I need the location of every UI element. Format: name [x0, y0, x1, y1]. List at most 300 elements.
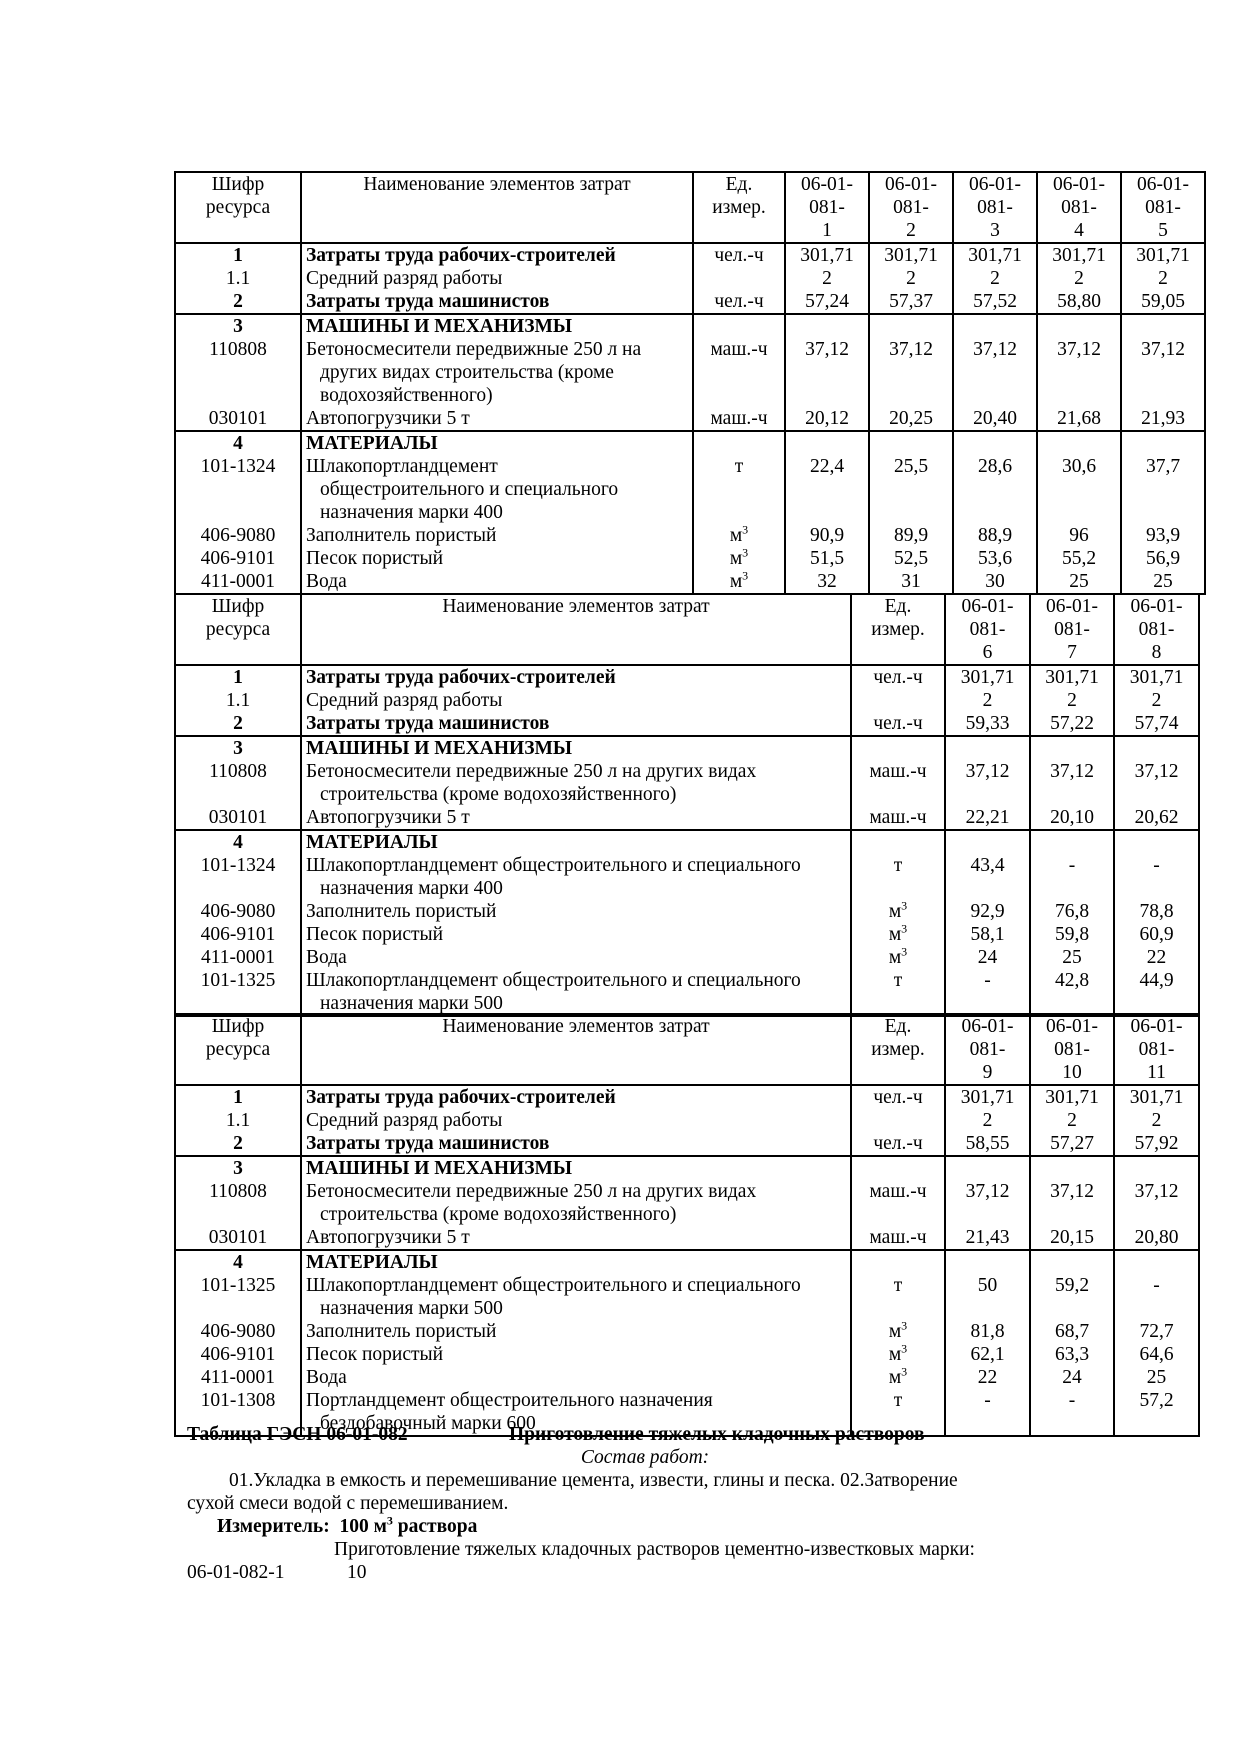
table-row — [175, 830, 1199, 854]
header-col-1: 06-01-081- 6 — [945, 594, 1030, 665]
value-cell — [869, 431, 953, 455]
row-group — [175, 1156, 1199, 1250]
header-name: Наименование элементов затрат — [301, 172, 693, 243]
row-group — [175, 736, 1199, 830]
table-row — [175, 1156, 1199, 1180]
unit-cell — [851, 969, 945, 1016]
table-row — [175, 407, 1205, 431]
row-group — [175, 243, 1205, 314]
resource-table-3 — [174, 1013, 1200, 1437]
table-row — [175, 1085, 1199, 1109]
resource-name-line: строительства (кроме водохозяйственного) — [320, 1204, 677, 1225]
resource-name-line: водохозяйственного) — [320, 385, 493, 406]
value-cell: 59,33 — [945, 712, 1030, 736]
resource-name — [301, 1156, 851, 1180]
value-cell: 50 — [945, 1274, 1030, 1320]
unit-text: т — [893, 970, 903, 991]
value-cell: 57,52 — [953, 290, 1037, 314]
unit-sup: 3 — [742, 545, 749, 560]
value-cell: 58,55 — [945, 1132, 1030, 1156]
unit-text: чел.-ч — [714, 291, 764, 312]
value-cell — [1037, 314, 1121, 338]
resource-code: 3 — [175, 736, 301, 760]
header-code: Шифр ресурса — [175, 172, 301, 243]
unit-cell — [851, 712, 945, 736]
table-row — [175, 243, 1205, 267]
value-cell: 52,5 — [869, 547, 953, 570]
value-cell: 31 — [869, 570, 953, 594]
value-cell — [1121, 314, 1205, 338]
value-cell: 42,8 — [1030, 969, 1114, 1016]
table-row — [175, 1274, 1199, 1320]
resource-name-line: Шлакопортландцемент общестроительного и специального — [306, 855, 801, 876]
resource-name-line: Автопогрузчики 5 т — [306, 408, 470, 429]
unit-text: маш.-ч — [869, 1227, 927, 1248]
resource-code: 411-0001 — [175, 946, 301, 969]
table-row — [175, 1320, 1199, 1343]
row-group — [175, 431, 1205, 594]
unit-cell — [851, 946, 945, 969]
value-cell: 62,1 — [945, 1343, 1030, 1366]
resource-code: 110808 — [175, 1180, 301, 1226]
value-cell: 57,27 — [1030, 1132, 1114, 1156]
value-cell: 78,8 — [1114, 900, 1199, 923]
row-group — [175, 1250, 1199, 1436]
header-unit: Ед. измер. — [851, 1014, 945, 1085]
table-row — [175, 267, 1205, 290]
unit-sup: 3 — [901, 921, 908, 936]
resource-name — [301, 243, 693, 267]
value-cell — [1114, 830, 1199, 854]
header-col-4: 06-01-081- 4 — [1037, 172, 1121, 243]
value-cell: 2 — [785, 267, 869, 290]
unit-cell — [851, 689, 945, 712]
header-name: Наименование элементов затрат — [301, 594, 851, 665]
unit-text: м — [729, 571, 743, 592]
unit-text: м — [729, 525, 743, 546]
unit-text: маш.-ч — [710, 408, 768, 429]
norm-code: 06-01-082-1 — [187, 1562, 285, 1583]
value-cell: 37,12 — [1121, 338, 1205, 407]
resource-name-line: назначения марки 500 — [320, 1298, 503, 1319]
unit-cell — [693, 431, 785, 455]
value-cell: 57,37 — [869, 290, 953, 314]
resource-name — [301, 1250, 851, 1274]
value-cell: 301,71 — [1114, 665, 1199, 689]
resource-name — [301, 760, 851, 806]
table-header-row — [175, 172, 1205, 243]
table-row — [175, 547, 1205, 570]
value-cell: 24 — [945, 946, 1030, 969]
value-cell: 2 — [1030, 1109, 1114, 1132]
resource-code: 4 — [175, 1250, 301, 1274]
unit-sup: 3 — [901, 1341, 908, 1356]
table-row — [175, 314, 1205, 338]
value-cell: 57,74 — [1114, 712, 1199, 736]
value-cell: - — [1114, 1274, 1199, 1320]
value-cell: 44,9 — [1114, 969, 1199, 1016]
resource-name — [301, 900, 851, 923]
value-cell: 59,2 — [1030, 1274, 1114, 1320]
value-cell: 57,92 — [1114, 1132, 1199, 1156]
resource-name-line: МАТЕРИАЛЫ — [306, 433, 438, 454]
header-unit: Ед. измер. — [693, 172, 785, 243]
resource-name — [301, 806, 851, 830]
table-row — [175, 806, 1199, 830]
resource-name-line: Средний разряд работы — [306, 268, 503, 289]
header-col-3: 06-01-081- 3 — [953, 172, 1037, 243]
unit-cell — [693, 547, 785, 570]
value-cell: 63,3 — [1030, 1343, 1114, 1366]
table-row — [175, 946, 1199, 969]
resource-name-line: Заполнитель пористый — [306, 1321, 497, 1342]
resource-name-line: Затраты труда машинистов — [306, 1133, 550, 1154]
resource-code: 406-9101 — [175, 547, 301, 570]
value-cell: 37,12 — [945, 760, 1030, 806]
value-cell: 51,5 — [785, 547, 869, 570]
value-cell: 30 — [953, 570, 1037, 594]
unit-cell — [851, 1274, 945, 1320]
works-text-1: 01.Укладка в емкость и перемешивание цемента, извести, глины и песка. 02.Затворение — [229, 1470, 958, 1491]
value-cell: 22,21 — [945, 806, 1030, 830]
resource-name-line: назначения марки 500 — [320, 993, 503, 1014]
value-cell: 68,7 — [1030, 1320, 1114, 1343]
resource-name — [301, 290, 693, 314]
value-cell: 20,10 — [1030, 806, 1114, 830]
value-cell: 22 — [945, 1366, 1030, 1389]
unit-sup: 3 — [901, 1318, 908, 1333]
resource-code: 406-9080 — [175, 524, 301, 547]
unit-text: м — [729, 548, 743, 569]
resource-name-line: МАТЕРИАЛЫ — [306, 832, 438, 853]
row-group — [175, 830, 1199, 1016]
table-row — [175, 760, 1199, 806]
resource-name-line: Заполнитель пористый — [306, 901, 497, 922]
unit-text: т — [893, 1390, 903, 1411]
unit-cell — [851, 854, 945, 900]
unit-cell — [693, 314, 785, 338]
value-cell — [785, 314, 869, 338]
value-cell: 22,4 — [785, 455, 869, 524]
unit-cell — [851, 806, 945, 830]
unit-cell — [693, 407, 785, 431]
value-cell — [945, 1250, 1030, 1274]
resource-code: 4 — [175, 830, 301, 854]
value-cell — [945, 830, 1030, 854]
table-header-row — [175, 1014, 1199, 1085]
value-cell: 20,12 — [785, 407, 869, 431]
value-cell: 72,7 — [1114, 1320, 1199, 1343]
table-row — [175, 1109, 1199, 1132]
value-cell: 37,12 — [869, 338, 953, 407]
table-row — [175, 338, 1205, 407]
resource-code: 110808 — [175, 338, 301, 407]
resource-code: 1.1 — [175, 1109, 301, 1132]
value-cell: 2 — [1114, 689, 1199, 712]
table-row — [175, 1250, 1199, 1274]
resource-name — [301, 1343, 851, 1366]
value-cell: 2 — [1114, 1109, 1199, 1132]
header-col-2: 06-01-081- 7 — [1030, 594, 1114, 665]
resource-code: 101-1324 — [175, 455, 301, 524]
header-col-1: 06-01-081- 1 — [785, 172, 869, 243]
table-row — [175, 689, 1199, 712]
measure-label: Измеритель: — [217, 1516, 330, 1537]
resource-name — [301, 1226, 851, 1250]
resource-code: 1 — [175, 665, 301, 689]
value-cell — [785, 431, 869, 455]
unit-text: т — [734, 456, 744, 477]
unit-text: маш.-ч — [710, 339, 768, 360]
resource-code: 4 — [175, 431, 301, 455]
unit-text: чел.-ч — [873, 667, 923, 688]
resource-name — [301, 1180, 851, 1226]
value-cell: 2 — [1030, 689, 1114, 712]
value-cell — [1030, 1250, 1114, 1274]
unit-text: м — [888, 1344, 902, 1365]
value-cell: - — [1030, 1389, 1114, 1436]
unit-sup: 3 — [742, 568, 749, 583]
value-cell: 59,8 — [1030, 923, 1114, 946]
unit-text: чел.-ч — [873, 1087, 923, 1108]
value-cell: 28,6 — [953, 455, 1037, 524]
value-cell: 93,9 — [1121, 524, 1205, 547]
resource-code: 3 — [175, 1156, 301, 1180]
unit-cell — [851, 1320, 945, 1343]
resource-code: 3 — [175, 314, 301, 338]
resource-name-line: Бетоносмесители передвижные 250 л на других видах — [306, 1181, 757, 1202]
value-cell: 20,62 — [1114, 806, 1199, 830]
header-col-2: 06-01-081- 10 — [1030, 1014, 1114, 1085]
value-cell: 37,12 — [1114, 760, 1199, 806]
unit-cell — [693, 570, 785, 594]
measure-tail: раствора — [392, 1516, 478, 1537]
value-cell: - — [1114, 854, 1199, 900]
value-cell: 20,40 — [953, 407, 1037, 431]
resource-name — [301, 570, 693, 594]
value-cell: 301,71 — [1114, 1085, 1199, 1109]
value-cell — [1037, 431, 1121, 455]
value-cell: 81,8 — [945, 1320, 1030, 1343]
table-header-row — [175, 594, 1199, 665]
resource-code: 1.1 — [175, 689, 301, 712]
header-name: Наименование элементов затрат — [301, 1014, 851, 1085]
value-cell: 301,71 — [1030, 665, 1114, 689]
resource-name — [301, 1132, 851, 1156]
resource-name-line: МАТЕРИАЛЫ — [306, 1252, 438, 1273]
value-cell: 21,68 — [1037, 407, 1121, 431]
unit-cell — [851, 736, 945, 760]
resource-code: 2 — [175, 290, 301, 314]
resource-code: 101-1325 — [175, 1274, 301, 1320]
value-cell: 60,9 — [1114, 923, 1199, 946]
resource-name-line: Песок пористый — [306, 548, 444, 569]
resource-name — [301, 1085, 851, 1109]
unit-cell — [693, 455, 785, 524]
resource-code: 411-0001 — [175, 570, 301, 594]
resource-table-1 — [174, 171, 1206, 595]
measure-sup: 3 — [386, 1513, 393, 1528]
value-cell: 37,12 — [1114, 1180, 1199, 1226]
unit-cell — [851, 1366, 945, 1389]
value-cell: 37,7 — [1121, 455, 1205, 524]
value-cell — [1030, 1156, 1114, 1180]
value-cell — [945, 1156, 1030, 1180]
unit-text: м — [888, 924, 902, 945]
resource-name — [301, 524, 693, 547]
resource-name — [301, 455, 693, 524]
value-cell: 58,80 — [1037, 290, 1121, 314]
resource-name — [301, 338, 693, 407]
works-heading: Состав работ: — [580, 1447, 710, 1468]
unit-text: чел.-ч — [873, 1133, 923, 1154]
table-label: Таблица ГЭСН 06-01-082 — [187, 1424, 408, 1445]
resource-code: 101-1325 — [175, 969, 301, 1016]
header-col-1: 06-01-081- 9 — [945, 1014, 1030, 1085]
value-cell: 25 — [1121, 570, 1205, 594]
resource-name-line: Шлакопортландцемент общестроительного и специального — [306, 970, 801, 991]
header-unit: Ед. измер. — [851, 594, 945, 665]
unit-text: маш.-ч — [869, 1181, 927, 1202]
unit-text: маш.-ч — [869, 807, 927, 828]
value-cell — [1030, 830, 1114, 854]
resource-name-line: Вода — [306, 947, 347, 968]
resource-name — [301, 314, 693, 338]
value-cell: 301,71 — [869, 243, 953, 267]
resource-code: 406-9101 — [175, 923, 301, 946]
value-cell: 90,9 — [785, 524, 869, 547]
value-cell: 64,6 — [1114, 1343, 1199, 1366]
table-row — [175, 923, 1199, 946]
value-cell: 21,93 — [1121, 407, 1205, 431]
unit-cell — [851, 1109, 945, 1132]
resource-name — [301, 431, 693, 455]
resource-name — [301, 665, 851, 689]
value-cell: 57,24 — [785, 290, 869, 314]
table-row — [175, 455, 1205, 524]
resource-name — [301, 1320, 851, 1343]
resource-name-line: Автопогрузчики 5 т — [306, 807, 470, 828]
value-cell: 57,22 — [1030, 712, 1114, 736]
resource-name-line: Бетоносмесители передвижные 250 л на других видах — [306, 761, 757, 782]
value-cell — [1114, 736, 1199, 760]
table-row — [175, 969, 1199, 1016]
unit-cell — [851, 830, 945, 854]
table-row — [175, 1132, 1199, 1156]
resource-name-line: других видах строительства (кроме — [320, 362, 614, 383]
table-row — [175, 1343, 1199, 1366]
resource-code: 110808 — [175, 760, 301, 806]
value-cell: 2 — [869, 267, 953, 290]
resource-name — [301, 830, 851, 854]
unit-cell — [851, 1085, 945, 1109]
unit-text: т — [893, 1275, 903, 1296]
table-row — [175, 1226, 1199, 1250]
header-col-3: 06-01-081- 11 — [1114, 1014, 1199, 1085]
value-cell — [1030, 736, 1114, 760]
value-cell: 25,5 — [869, 455, 953, 524]
resource-name-line: Затраты труда машинистов — [306, 713, 550, 734]
resource-code: 406-9101 — [175, 1343, 301, 1366]
value-cell: 37,12 — [1030, 760, 1114, 806]
unit-cell — [851, 1343, 945, 1366]
unit-sup: 3 — [901, 944, 908, 959]
resource-code: 030101 — [175, 806, 301, 830]
unit-text: м — [888, 1367, 902, 1388]
unit-cell — [851, 760, 945, 806]
resource-code: 411-0001 — [175, 1366, 301, 1389]
value-cell: 32 — [785, 570, 869, 594]
value-cell: 37,12 — [945, 1180, 1030, 1226]
resource-name-line: назначения марки 400 — [320, 502, 503, 523]
value-cell: 301,71 — [1037, 243, 1121, 267]
resource-name — [301, 923, 851, 946]
measure-line — [217, 1515, 477, 1538]
table-row — [175, 712, 1199, 736]
unit-cell — [851, 900, 945, 923]
value-cell: 25 — [1030, 946, 1114, 969]
value-cell: 301,71 — [785, 243, 869, 267]
value-cell: 301,71 — [945, 1085, 1030, 1109]
resource-name-line: Затраты труда рабочих-строителей — [306, 1087, 616, 1108]
header-code: Шифр ресурса — [175, 594, 301, 665]
value-cell: 2 — [953, 267, 1037, 290]
resource-name-line: Вода — [306, 1367, 347, 1388]
resource-name-line: Шлакопортландцемент общестроительного и специального — [306, 1275, 801, 1296]
value-cell: 55,2 — [1037, 547, 1121, 570]
resource-code: 406-9080 — [175, 1320, 301, 1343]
unit-text: м — [888, 901, 902, 922]
header-col-3: 06-01-081- 8 — [1114, 594, 1199, 665]
table-row — [175, 900, 1199, 923]
resource-name — [301, 736, 851, 760]
measure-value: 100 м — [339, 1516, 387, 1537]
value-cell: 20,25 — [869, 407, 953, 431]
resource-code: 101-1324 — [175, 854, 301, 900]
unit-cell — [693, 524, 785, 547]
resource-code: 406-9080 — [175, 900, 301, 923]
value-cell: 301,71 — [953, 243, 1037, 267]
value-cell: 56,9 — [1121, 547, 1205, 570]
resource-name — [301, 267, 693, 290]
resource-code: 2 — [175, 712, 301, 736]
value-cell: - — [1030, 854, 1114, 900]
resource-name-line: общестроительного и специального — [320, 479, 619, 500]
value-cell: - — [945, 969, 1030, 1016]
resource-name-line: МАШИНЫ И МЕХАНИЗМЫ — [306, 316, 573, 337]
resource-name-line: Песок пористый — [306, 924, 444, 945]
resource-name-line: МАШИНЫ И МЕХАНИЗМЫ — [306, 1158, 573, 1179]
value-cell: 96 — [1037, 524, 1121, 547]
unit-sup: 3 — [742, 522, 749, 537]
value-cell: 301,71 — [1121, 243, 1205, 267]
value-cell: 88,9 — [953, 524, 1037, 547]
unit-cell — [851, 1156, 945, 1180]
resource-name — [301, 1366, 851, 1389]
value-cell — [1121, 431, 1205, 455]
value-cell: 59,05 — [1121, 290, 1205, 314]
value-cell — [1114, 1156, 1199, 1180]
value-cell: 37,12 — [1037, 338, 1121, 407]
unit-cell — [851, 1226, 945, 1250]
resource-name-line: Средний разряд работы — [306, 1110, 503, 1131]
value-cell: 2 — [945, 1109, 1030, 1132]
value-cell: 89,9 — [869, 524, 953, 547]
resource-name-line: назначения марки 400 — [320, 878, 503, 899]
value-cell: 37,12 — [1030, 1180, 1114, 1226]
value-cell: 76,8 — [1030, 900, 1114, 923]
value-cell: 20,80 — [1114, 1226, 1199, 1250]
